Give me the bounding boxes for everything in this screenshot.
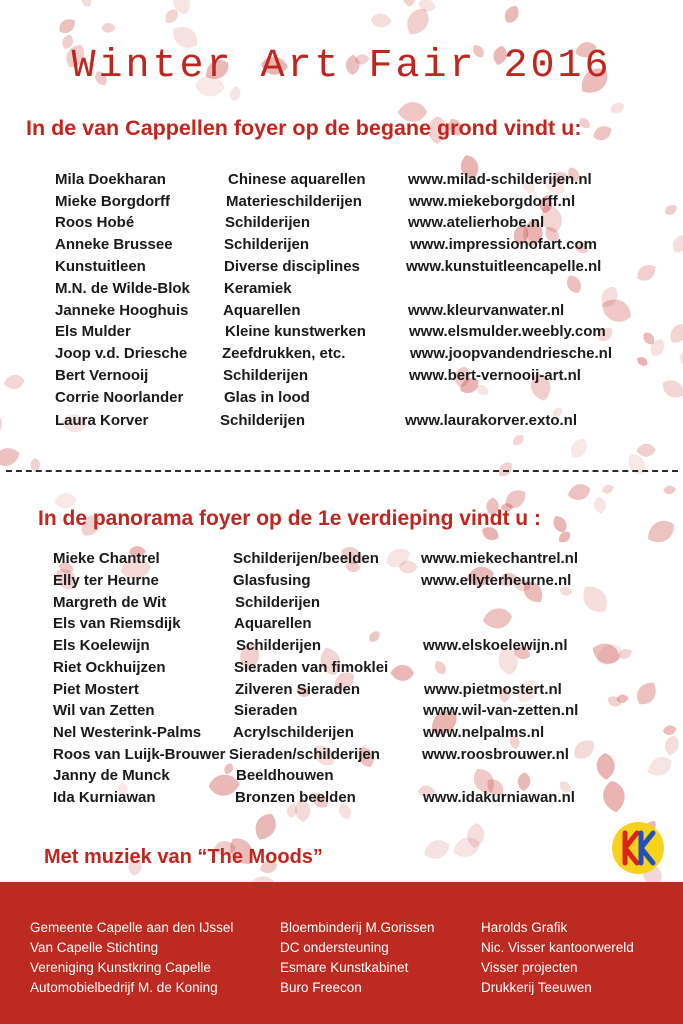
exhibitor-discipline: Sieraden van fimoklei [234, 659, 389, 676]
exhibitor-discipline: Zilveren Sieraden [235, 681, 361, 698]
exhibitor-name: Els Koelewijn [53, 637, 150, 654]
exhibitor-website[interactable]: www.impressionofart.com [410, 236, 597, 253]
exhibitor-row [0, 258, 683, 278]
exhibitor-website[interactable]: www.joopvandendriesche.nl [410, 345, 612, 362]
exhibitor-website[interactable]: www.idakurniawan.nl [423, 789, 575, 806]
exhibitor-website[interactable]: www.kleurvanwater.nl [408, 302, 565, 319]
exhibitor-discipline: Keramiek [224, 280, 292, 297]
exhibitor-website[interactable]: www.laurakorver.exto.nl [405, 412, 578, 429]
exhibitor-discipline: Schilderijen [236, 637, 322, 654]
exhibitor-row [0, 681, 683, 701]
exhibitor-website[interactable]: www.roosbrouwer.nl [422, 746, 569, 763]
exhibitor-discipline: Schilderijen [225, 214, 311, 231]
exhibitor-name: Janneke Hooghuis [55, 302, 189, 319]
section1-heading: In de van Cappellen foyer op de begane grond vindt u: [26, 116, 582, 140]
leaf-shape [510, 433, 526, 449]
sponsor-name: Vereniging Kunstkring Capelle [30, 960, 211, 975]
exhibitor-discipline: Zeefdrukken, etc. [222, 345, 346, 362]
exhibitor-row [0, 572, 683, 592]
leaf-shape [566, 481, 593, 503]
exhibitor-name: Kunstuitleen [55, 258, 146, 275]
exhibitor-website[interactable]: www.miekeborgdorff.nl [409, 193, 576, 210]
exhibitor-name: Laura Korver [55, 412, 149, 429]
exhibitor-website[interactable]: www.bert-vernooij-art.nl [409, 367, 581, 384]
exhibitor-discipline: Sieraden [234, 702, 298, 719]
page-title: Winter Art Fair 2016 [71, 44, 612, 89]
leaf-shape [663, 485, 677, 495]
exhibitor-website[interactable]: www.kunstuitleencapelle.nl [406, 258, 602, 275]
leaf-shape [79, 0, 93, 9]
exhibitor-row [0, 345, 683, 365]
exhibitor-row [0, 412, 683, 432]
exhibitor-name: Elly ter Heurne [53, 572, 159, 589]
exhibitor-website[interactable]: www.ellyterheurne.nl [421, 572, 572, 589]
exhibitor-discipline: Diverse disciplines [224, 258, 360, 275]
exhibitor-website[interactable]: www.elsmulder.weebly.com [409, 323, 606, 340]
leaf-shape [593, 496, 607, 515]
exhibitor-row [0, 389, 683, 409]
sponsor-name: Visser projecten [481, 960, 578, 975]
sponsor-name: Buro Freecon [280, 980, 362, 995]
exhibitor-name: Mieke Chantrel [53, 550, 160, 567]
exhibitor-website[interactable]: www.nelpalms.nl [423, 724, 545, 741]
exhibitor-discipline: Materieschilderijen [226, 193, 362, 210]
leaf-shape [370, 13, 392, 29]
sponsor-name: DC ondersteuning [280, 940, 389, 955]
exhibitor-discipline: Glas in lood [224, 389, 310, 406]
exhibitor-discipline: Sieraden/schilderijen [229, 746, 380, 763]
exhibitor-row [0, 702, 683, 722]
exhibitor-row [0, 594, 683, 614]
exhibitor-name: M.N. de Wilde-Blok [55, 280, 190, 297]
sponsor-name: Automobielbedrijf M. de Koning [30, 980, 218, 995]
leaf-shape [608, 100, 626, 116]
sponsor-name: Harolds Grafik [481, 920, 568, 935]
leaf-shape [550, 513, 569, 535]
leaf-shape [567, 435, 591, 461]
leaf-shape [402, 0, 417, 7]
exhibitor-name: Corrie Noorlander [55, 389, 184, 406]
exhibitor-row [0, 323, 683, 343]
exhibitor-website[interactable]: www.atelierhobe.nl [408, 214, 545, 231]
leaf-shape [636, 443, 656, 457]
exhibitor-discipline: Schilderijen [235, 594, 321, 611]
section2-heading: In de panorama foyer op de 1e verdieping vindt u : [38, 507, 541, 530]
exhibitor-name: Margreth de Wit [53, 594, 167, 611]
exhibitor-row [0, 767, 683, 787]
exhibitor-row [0, 724, 683, 744]
exhibitor-name: Ida Kurniawan [53, 789, 156, 806]
exhibitor-row [0, 280, 683, 300]
exhibitor-name: Roos van Luijk-Brouwer [53, 746, 226, 763]
sponsor-name: Van Capelle Stichting [30, 940, 159, 955]
exhibitor-discipline: Glasfusing [233, 572, 311, 589]
exhibitor-name: Bert Vernooij [55, 367, 149, 384]
leaf-shape [56, 16, 78, 37]
exhibitor-row [0, 171, 683, 191]
exhibitor-name: Nel Westerink-Palms [53, 724, 202, 741]
exhibitor-website[interactable]: www.elskoelewijn.nl [423, 637, 568, 654]
sponsor-name: Esmare Kunstkabinet [280, 960, 409, 975]
exhibitor-row [0, 214, 683, 234]
exhibitor-row [0, 637, 683, 657]
leaf-shape [251, 810, 281, 844]
exhibitor-discipline: Schilderijen [224, 236, 310, 253]
leaf-shape [643, 516, 679, 548]
exhibitor-name: Joop v.d. Driesche [55, 345, 188, 362]
exhibitor-row [0, 615, 683, 635]
exhibitor-name: Wil van Zetten [53, 702, 155, 719]
sponsor-name: Drukkerij Teeuwen [481, 980, 592, 995]
exhibitor-website[interactable]: www.milad-schilderijen.nl [408, 171, 592, 188]
exhibitor-discipline: Aquarellen [234, 615, 312, 632]
leaf-shape [502, 3, 522, 26]
leaf-shape [101, 23, 116, 33]
exhibitor-website[interactable]: www.miekechantrel.nl [421, 550, 578, 567]
leaf-shape [421, 836, 452, 862]
exhibitor-name: Janny de Munck [53, 767, 170, 784]
exhibitor-name: Roos Hobé [55, 214, 135, 231]
leaf-shape [591, 123, 615, 143]
exhibitor-discipline: Kleine kunstwerken [225, 323, 366, 340]
exhibitor-discipline: Acrylschilderijen [233, 724, 354, 741]
exhibitor-name: Mila Doekharan [55, 171, 166, 188]
exhibitor-website[interactable]: www.pietmostert.nl [424, 681, 562, 698]
exhibitor-discipline: Schilderijen/beelden [233, 550, 379, 567]
exhibitor-discipline: Beeldhouwen [236, 767, 334, 784]
exhibitor-name: Anneke Brussee [55, 236, 173, 253]
exhibitor-discipline: Bronzen beelden [235, 789, 356, 806]
exhibitor-row [0, 789, 683, 809]
exhibitor-discipline: Aquarellen [223, 302, 301, 319]
exhibitor-row [0, 746, 683, 766]
exhibitor-name: Mieke Borgdorff [55, 193, 171, 210]
dashed-divider [6, 470, 678, 472]
exhibitor-discipline: Schilderijen [220, 412, 306, 429]
exhibitor-row [0, 193, 683, 213]
exhibitor-name: Riet Ockhuijzen [53, 659, 166, 676]
exhibitor-discipline: Schilderijen [223, 367, 309, 384]
sponsor-name: Bloembinderij M.Gorissen [280, 920, 435, 935]
music-note: Met muziek van “The Moods” [44, 846, 323, 868]
exhibitor-row [0, 659, 683, 679]
exhibitor-row [0, 302, 683, 322]
exhibitor-name: Els Mulder [55, 323, 131, 340]
sponsor-footer [0, 882, 683, 1024]
kunstkring-logo-icon [611, 821, 665, 875]
exhibitor-discipline: Chinese aquarellen [228, 171, 366, 188]
exhibitor-row [0, 236, 683, 256]
exhibitor-row [0, 550, 683, 570]
sponsor-name: Nic. Visser kantoorwereld [481, 940, 634, 955]
exhibitor-name: Piet Mostert [53, 681, 139, 698]
exhibitor-row [0, 367, 683, 387]
leaf-shape [0, 445, 22, 469]
leaf-shape [600, 483, 615, 496]
sponsor-name: Gemeente Capelle aan den IJssel [30, 920, 234, 935]
exhibitor-name: Els van Riemsdijk [53, 615, 181, 632]
exhibitor-website[interactable]: www.wil-van-zetten.nl [423, 702, 579, 719]
